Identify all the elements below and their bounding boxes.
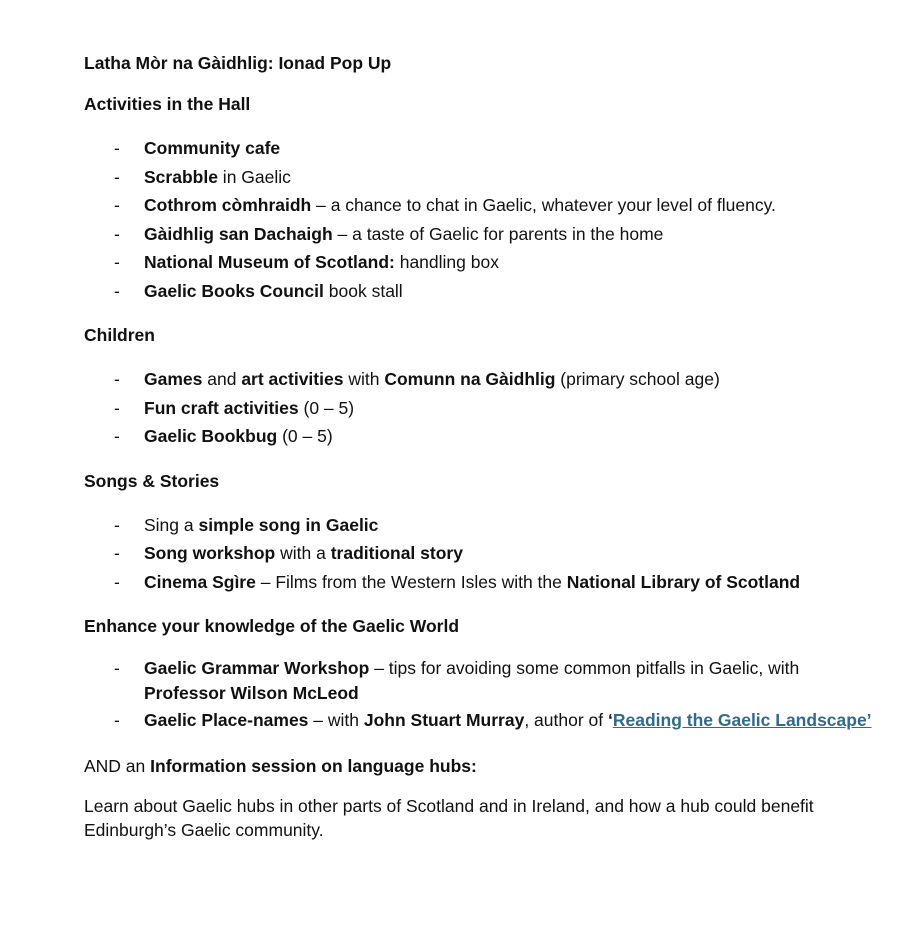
item-text: handling box: [394, 252, 499, 272]
list-dash: -: [114, 543, 120, 563]
item-text: – with: [308, 710, 364, 730]
item-text: in Gaelic: [217, 166, 291, 187]
item-text: and: [202, 369, 242, 389]
item-bold-text: Games: [144, 369, 203, 389]
info-text: AND an: [84, 756, 151, 776]
section-heading-hall: Activities in the Hall: [84, 94, 251, 114]
item-text: – a chance to chat in Gaelic, whatever your level of fluency.: [311, 195, 776, 215]
list-dash: -: [114, 571, 120, 592]
list-dash: -: [114, 223, 120, 244]
item-bold-text: National Library of Scotland: [566, 571, 801, 592]
list-item: [84, 248, 874, 277]
item-bold-text: Cothrom còmhraidh: [144, 195, 312, 215]
list-item: [84, 422, 874, 451]
item-bold-text: Comunn na Gàidhlig: [384, 369, 556, 389]
item-bold-text: Gàidhlig san Dachaigh: [144, 223, 333, 244]
section-heading-knowledge: Enhance your knowledge of the Gaelic World: [84, 616, 460, 636]
list-item: [84, 163, 874, 192]
children-activities-list: [84, 365, 874, 451]
item-bold-text: art activities: [241, 369, 344, 389]
item-bold-text: ‘: [607, 710, 613, 730]
item-bold-text: Cinema Sgìre: [144, 571, 256, 592]
item-bold-text: Gaelic Grammar Workshop: [144, 658, 375, 678]
list-item: [84, 568, 874, 597]
list-dash: -: [114, 514, 120, 535]
item-text: , author of: [524, 710, 608, 730]
list-item: [84, 191, 874, 220]
item-bold-text: John Stuart Murray: [363, 710, 525, 730]
item-bold-text: Fun craft activities: [144, 397, 299, 418]
document-page: [84, 52, 874, 858]
list-dash: -: [114, 195, 120, 215]
list-item: [84, 277, 874, 306]
item-bold-text: simple song in Gaelic: [198, 514, 379, 535]
item-text: book stall: [323, 280, 403, 301]
list-dash: -: [114, 280, 120, 301]
item-text: (primary school age): [555, 369, 720, 389]
item-bold-text: Gaelic Place-names: [144, 710, 309, 730]
list-item: [84, 539, 874, 568]
item-text: – tips for avoiding some common pitfalls in Gaelic, with: [374, 658, 800, 678]
list-item: [84, 511, 874, 540]
item-bold-text: Song workshop: [144, 543, 276, 563]
list-item: [84, 706, 874, 735]
section-heading-songs: Songs & Stories: [84, 470, 220, 491]
list-dash: -: [114, 710, 120, 730]
section-heading-children: Children: [84, 325, 155, 345]
list-dash: -: [114, 397, 120, 418]
page-title: Latha Mòr na Gàidhlig: Ionad Pop Up: [84, 53, 392, 73]
list-item: [84, 365, 874, 394]
list-dash: -: [114, 426, 120, 446]
info-bold-text: Information session on language hubs:: [150, 756, 477, 776]
hall-activities-list: [84, 134, 874, 305]
item-text: Sing a: [144, 514, 199, 535]
list-dash: -: [114, 369, 120, 389]
list-item: [84, 134, 874, 163]
item-bold-text: National Museum of Scotland:: [144, 252, 395, 272]
item-text: (0 – 5): [298, 397, 355, 418]
list-dash: -: [114, 166, 120, 187]
list-dash: -: [114, 252, 120, 272]
knowledge-list: [84, 656, 874, 735]
item-text: – Films from the Western Isles with the: [255, 571, 567, 592]
item-bold-text: Scrabble: [144, 166, 218, 187]
closing-paragraph: Learn about Gaelic hubs in other parts of Scotland and in Ireland, and how a hub could benefit Edinburgh’s Gaelic community.: [84, 796, 814, 840]
reading-gaelic-landscape-link[interactable]: Reading the Gaelic Landscape’: [612, 710, 872, 730]
info-session-line: [84, 754, 874, 778]
songs-stories-list: [84, 511, 874, 597]
item-bold-text: Community cafe: [144, 138, 281, 158]
list-item: [84, 394, 874, 423]
item-text: – a taste of Gaelic for parents in the home: [332, 223, 664, 244]
item-bold-text: Professor Wilson McLeod: [144, 683, 359, 703]
list-dash: -: [114, 138, 120, 158]
list-item: [84, 220, 874, 249]
list-dash: -: [114, 658, 120, 678]
item-bold-text: traditional story: [330, 543, 463, 563]
item-text: with: [343, 369, 385, 389]
item-text: (0 – 5): [277, 426, 333, 446]
item-bold-text: Gaelic Books Council: [144, 280, 324, 301]
list-item: [84, 656, 874, 706]
item-text: with a: [275, 543, 331, 563]
item-bold-text: Gaelic Bookbug: [144, 426, 278, 446]
